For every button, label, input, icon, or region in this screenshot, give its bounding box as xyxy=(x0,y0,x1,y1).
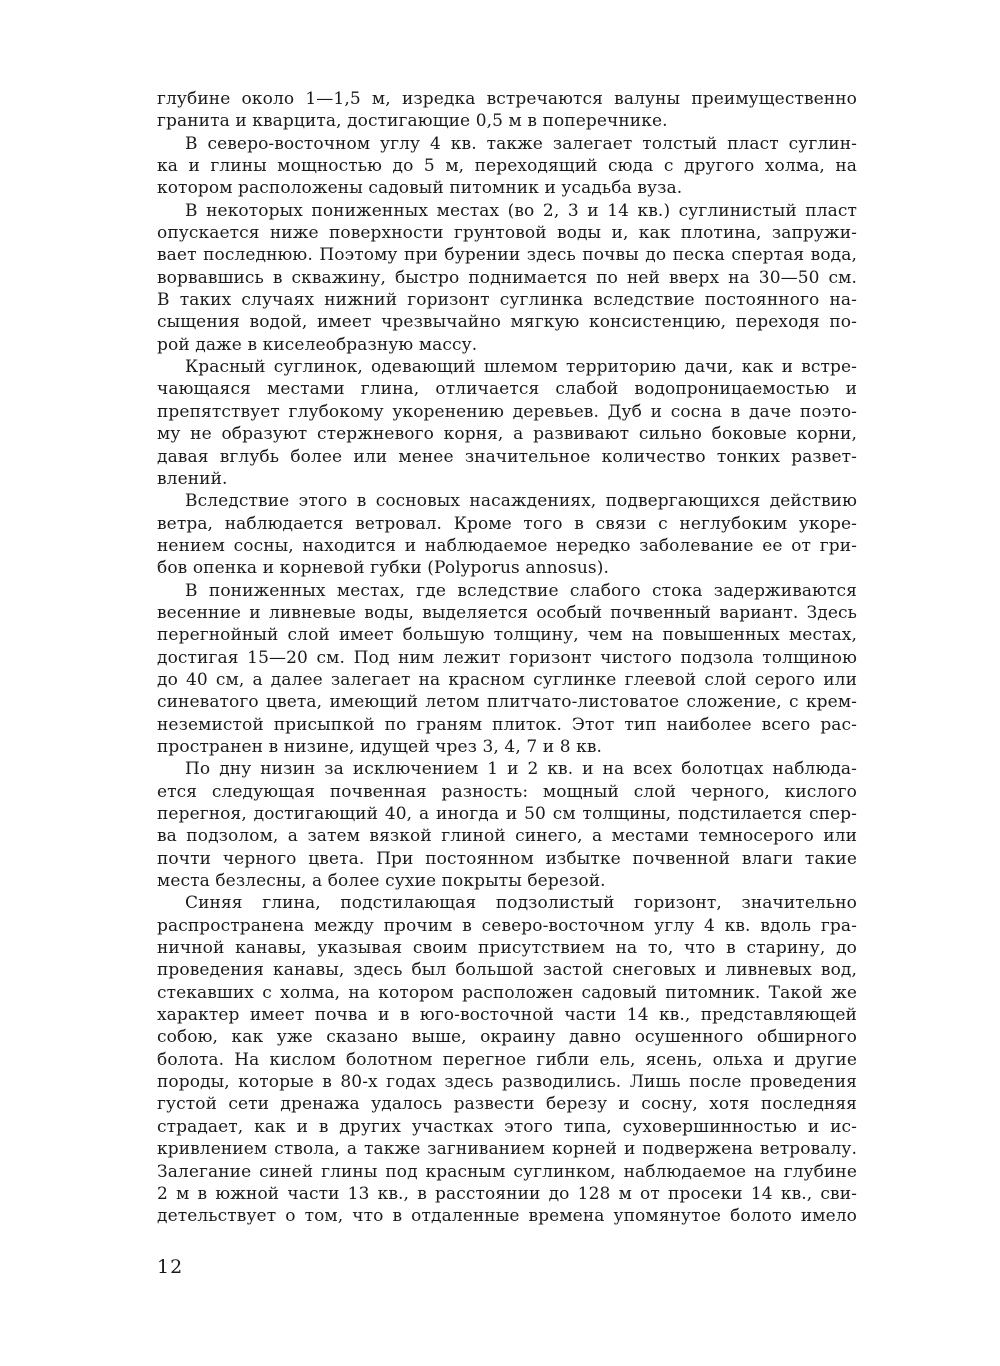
text-line: глубине около 1—1,5 м, изредка встречаются валуны преимущественно xyxy=(157,89,857,109)
text-line: нением сосны, находится и наблюдаемое нередко заболевание ее от гри- xyxy=(157,535,857,556)
text-line: перегноя, достигающий 40, а иногда и 50 см толщины, подстилается спер- xyxy=(157,804,857,824)
text-line: достигая 15—20 см. Под ним лежит горизонт чистого подзола толщиною xyxy=(157,647,857,668)
text-line: перегнойный слой имеет большую толщину, чем на повышенных местах, xyxy=(157,625,857,646)
text-line: влений. xyxy=(157,468,228,489)
text-line: препятствует глубокому укоренению деревьев. Дуб и сосна в даче поэто- xyxy=(157,401,857,422)
text-line: В некоторых пониженных местах (во 2, 3 и 14 кв.) суглинистый пласт xyxy=(185,200,857,221)
text-line: детельствует о том, что в отдаленные времена упомянутое болото имело xyxy=(157,1206,857,1227)
text-line: характер имеет почва и в юго-восточной части 14 кв., представляющей xyxy=(157,1005,857,1026)
text-line: 2 м в южной части 13 кв., в расстоянии до 128 м от просеки 14 кв., сви- xyxy=(157,1183,857,1204)
text-line: собою, как уже сказано выше, окраину давно осушенного обширного xyxy=(157,1027,857,1048)
page-number: 12 xyxy=(157,1256,184,1278)
text-line: давая вглубь более или менее значительное количество тонких развет- xyxy=(157,446,857,467)
text-line: котором расположены садовый питомник и усадьба вуза. xyxy=(157,178,683,199)
text-line: места безлесны, а более сухие покрыты березой. xyxy=(157,871,606,892)
text-line: гранита и кварцита, достигающие 0,5 м в поперечнике. xyxy=(157,111,668,132)
text-line: В пониженных местах, где вследствие слабого стока задерживаются xyxy=(185,580,857,601)
text-line: В северо-восточном углу 4 кв. также залегает толстый пласт суглин- xyxy=(185,133,857,154)
text-line: Синяя глина, подстилающая подзолистый горизонт, значительно xyxy=(185,893,857,914)
text-line: проведения канавы, здесь был большой застой снеговых и ливневых вод, xyxy=(157,960,857,981)
text-line: ка и глины мощностью до 5 м, переходящий сюда с другого холма, на xyxy=(157,156,857,177)
text-line: рой даже в киселеобразную массу. xyxy=(157,334,478,355)
text-line: болота. На кислом болотном перегное гибли ель, ясень, ольха и другие xyxy=(157,1049,857,1070)
text-line: му не образуют стержневого корня, а развивают сильно боковые корни, xyxy=(157,424,857,445)
text-line: породы, которые в 80-х годах здесь разводились. Лишь после проведения xyxy=(157,1072,857,1093)
text-line: стекавших с холма, на котором расположен садовый питомник. Такой же xyxy=(157,982,857,1003)
text-line: ничной канавы, указывая своим присутствием на то, что в старину, до xyxy=(157,938,857,959)
text-line: густой сети дренажа удалось развести березу и сосну, хотя последняя xyxy=(157,1094,857,1115)
text-line: По дну низин за исключением 1 и 2 кв. и на всех болотцах наблюда- xyxy=(185,759,857,780)
text-line: бов опенка и корневой губки (Polyporus annosus). xyxy=(157,558,609,579)
text-line: неземистой присыпкой по граням плиток. Этот тип наиболее всего рас- xyxy=(157,714,857,735)
text-line: В таких случаях нижний горизонт суглинка вследствие постоянного на- xyxy=(157,290,857,311)
text-line: страдает, как и в других участках этого типа, суховершинностью и ис- xyxy=(157,1116,857,1137)
text-line: вает последнюю. Поэтому при бурении здесь почвы до песка спертая вода, xyxy=(157,245,857,266)
text-line: ветра, наблюдается ветровал. Кроме того в связи с неглубоким укоре- xyxy=(157,513,857,534)
text-line: Красный суглинок, одевающий шлемом территорию дачи, как и встре- xyxy=(185,357,857,378)
body-text xyxy=(157,88,857,1228)
text-line: пространен в низине, идущей чрез 3, 4, 7 и 8 кв. xyxy=(157,736,603,757)
text-line: почти черного цвета. При постоянном избытке почвенной влаги такие xyxy=(157,848,857,869)
text-line: Залегание синей глины под красным суглинком, наблюдаемое на глубине xyxy=(157,1161,857,1182)
text-line: до 40 см, а далее залегает на красном суглинке глеевой слой серого или xyxy=(157,669,857,690)
text-line: кривлением ствола, а также загниванием корней и подвержена ветровалу. xyxy=(157,1139,857,1160)
text-line: распространена между прочим в северо-восточном углу 4 кв. вдоль гра- xyxy=(157,915,857,936)
text-line: Вследствие этого в сосновых насаждениях, подвергающихся действию xyxy=(185,491,857,512)
text-line: опускается ниже поверхности грунтовой воды и, как плотина, запружи- xyxy=(157,223,857,244)
text-line: сыщения водой, имеет чрезвычайно мягкую консистенцию, переходя по- xyxy=(157,312,857,333)
text-line: ворвавшись в скважину, быстро поднимается по ней вверх на 30—50 см. xyxy=(157,267,857,288)
text-line: ва подзолом, а затем вязкой глиной синего, а местами темносерого или xyxy=(157,826,857,847)
text-line: синеватого цвета, имеющий летом плитчато-листоватое сложение, с крем- xyxy=(157,692,857,713)
text-line: чающаяся местами глина, отличается слабой водопроницаемостью и xyxy=(157,379,857,400)
text-line: ется следующая почвенная разность: мощный слой черного, кислого xyxy=(157,781,857,802)
text-line: весенние и ливневые воды, выделяется особый почвенный вариант. Здесь xyxy=(157,602,857,623)
